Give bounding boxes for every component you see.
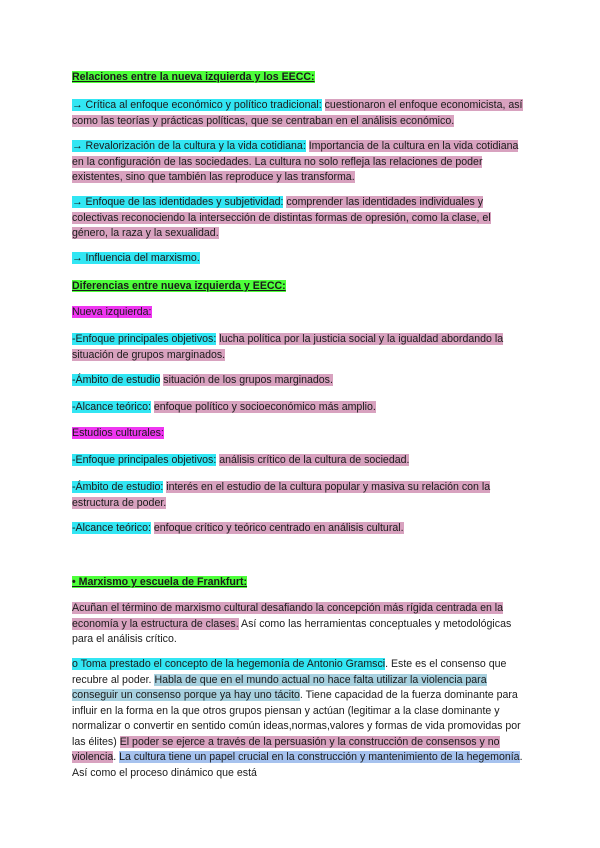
estudios-culturales-heading: Estudios culturales: bbox=[72, 427, 164, 439]
section1-paragraph-3: → Enfoque de las identidades y subjetividad: comprender las identidades individuales y colectivas reconociendo la intersección de distintas formas de opresión, como la clase, el género, la raza y la sexualidad. bbox=[72, 196, 491, 239]
section2-title: Diferencias entre nueva izquierda y EECC: bbox=[72, 280, 286, 292]
estudios-culturales-item-2: -Ámbito de estudio: interés en el estudio de la cultura popular y masiva su relación con la estructura de poder. bbox=[72, 481, 491, 509]
section1-paragraph-1: → Crítica al enfoque económico y político tradicional: cuestionaron el enfoque economicista, así como las teorías y prácticas políticas, que se centraban en el análisis económico. bbox=[72, 99, 523, 127]
section1-paragraph-2: → Revalorización de la cultura y la vida cotidiana: Importancia de la cultura en la vida cotidiana en la configuración de las sociedades. La cultura no solo refleja las relaciones de poder existentes, sino que también las reproduce y las transforma. bbox=[72, 140, 519, 183]
section3-paragraph-2: o Toma prestado el concepto de la hegemonía de Antonio Gramsci. Este es el consenso que recubre al poder. Habla de que en el mundo actual no hace falta utilizar la violencia para conseguir un consenso porque ya hay uno tácito. Tiene capacidad de la fuerza dominante para influir en la forma en la que otros grupos piensan y actúan (legitimar a la clase dominante y normalizar o convertir en sentido común ideas,normas,valores y formas de vida promovidas por las élites) El poder se ejerce a través de la persuasión y la construcción de consensos y no violencia. La cultura tiene un papel crucial en la construcción y mantenimiento de la hegemonía. Así como el proceso dinámico que está bbox=[72, 658, 523, 779]
estudios-culturales-item-1: -Enfoque principales objetivos: análisis crítico de la cultura de sociedad. bbox=[72, 454, 410, 466]
section3-title: • Marxismo y escuela de Frankfurt: bbox=[72, 576, 248, 588]
nueva-izquierda-item-2: -Ámbito de estudio situación de los grupos marginados. bbox=[72, 374, 333, 386]
nueva-izquierda-item-1: -Enfoque principales objetivos: lucha política por la justicia social y la igualdad abordando la situación de grupos marginados. bbox=[72, 333, 504, 361]
nueva-izquierda-item-3: -Alcance teórico: enfoque político y socioeconómico más amplio. bbox=[72, 401, 376, 413]
section3-paragraph-1: Acuñan el término de marxismo cultural desafiando la concepción más rígida centrada en la economía y la estructura de clases. Así como las herramientas conceptuales y metodológicas para el análisis crítico. bbox=[72, 602, 512, 645]
section1-paragraph-4: → Influencia del marxismo. bbox=[72, 252, 200, 264]
estudios-culturales-item-3: -Alcance teórico: enfoque crítico y teórico centrado en análisis cultural. bbox=[72, 522, 404, 534]
nueva-izquierda-heading: Nueva izquierda: bbox=[72, 306, 152, 318]
section1-title: Relaciones entre la nueva izquierda y los EECC: bbox=[72, 71, 315, 83]
